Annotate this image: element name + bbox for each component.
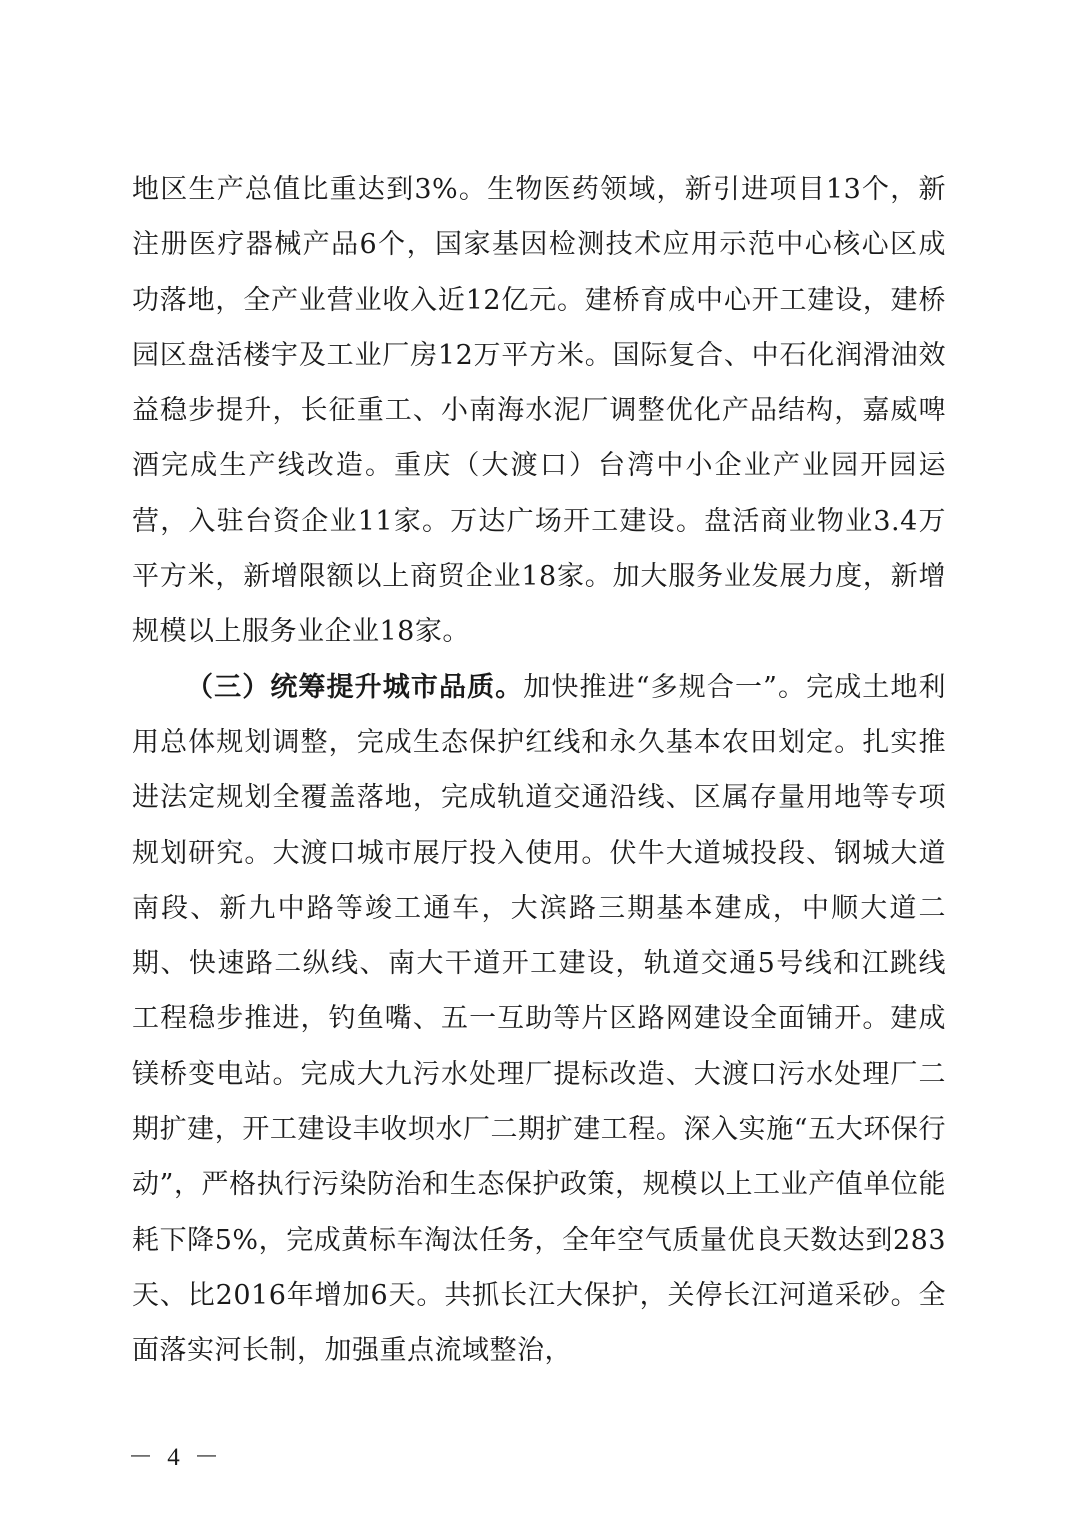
paragraph-economy	[132, 162, 946, 660]
body-text	[132, 162, 946, 1379]
page-number: － 4 －	[128, 1444, 224, 1471]
paragraph-2-text: 加快推进“多规合一”。完成土地利用总体规划调整，完成生态保护红线和永久基本农田划定。扎实推进法定规划全覆盖落地，完成轨道交通沿线、区属存量用地等专项规划研究。大渡口城市展厅投入使用。伏牛大道城投段、钢城大道南段、新九中路等竣工通车，大滨路三期基本建成，中顺大道二期、快速路二纵线、南大干道开工建设，轨道交通5号线和江跳线工程稳步推进，钓鱼嘴、五一互助等片区路网建设全面铺开。建成镁桥变电站。完成大九污水处理厂提标改造、大渡口污水处理厂二期扩建，开工建设丰收坝水厂二期扩建工程。深入实施“五大环保行动”，严格执行污染防治和生态保护政策，规模以上工业产值单位能耗下降5%，完成黄标车淘汰任务，全年空气质量优良天数达到283天、比2016年增加6天。共抓长江大保护，关停长江河道采砂。全面落实河长制，加强重点流域整治，	[132, 671, 947, 1367]
section-heading: （三）统筹提升城市品质。	[186, 671, 524, 703]
paragraph-1-text: 地区生产总值比重达到3%。生物医药领域，新引进项目13个，新注册医疗器械产品6个，国家基因检测技术应用示范中心核心区成功落地，全产业营业收入近12亿元。建桥育成中心开工建设，建桥园区盘活楼宇及工业厂房12万平方米。国际复合、中石化润滑油效益稳步提升，长征重工、小南海水泥厂调整优化产品结构，嘉威啤酒完成生产线改造。重庆（大渡口）台湾中小企业产业园开园运营，入驻台资企业11家。万达广场开工建设。盘活商业物业3.4万平方米，新增限额以上商贸企业18家。加大服务业发展力度，新增规模以上服务业企业18家。	[132, 174, 946, 648]
paragraph-city-quality	[132, 660, 946, 1379]
